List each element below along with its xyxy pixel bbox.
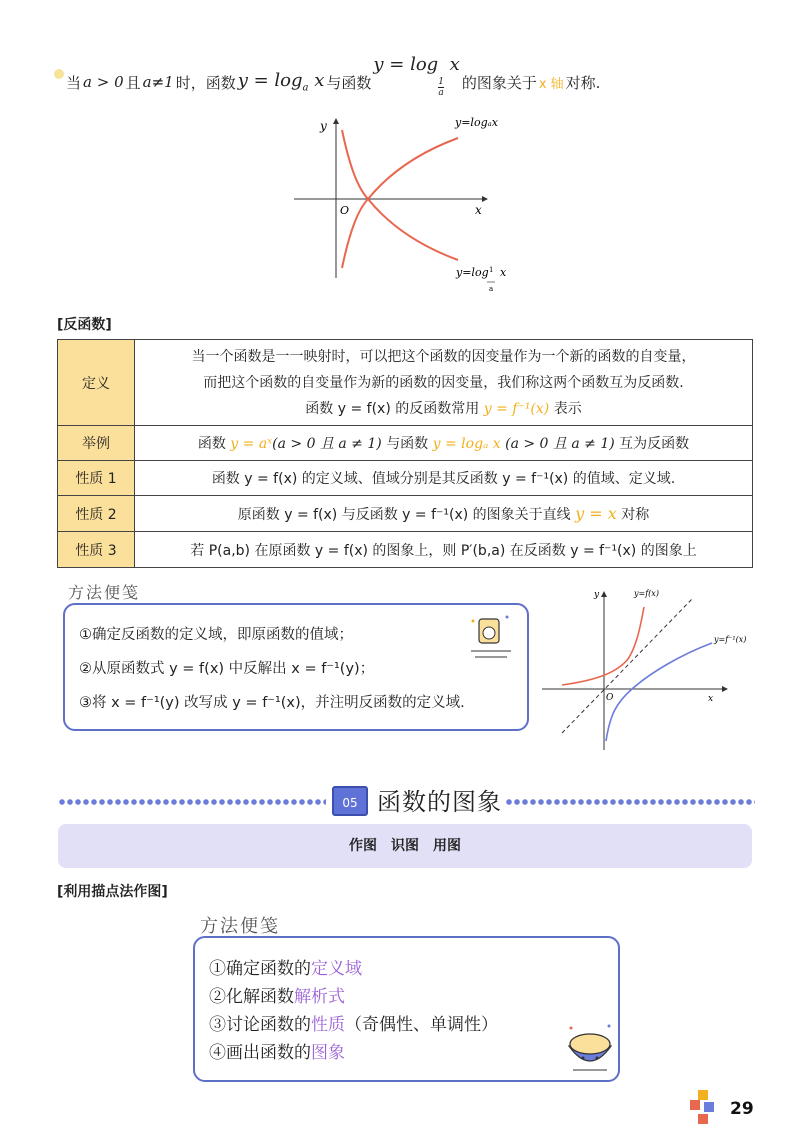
text: 与函数 (386, 436, 429, 452)
notepad-icon (463, 611, 519, 667)
highlight: 解析式 (294, 987, 345, 1007)
text: 函数 (197, 436, 226, 452)
text: ④画出函数的 (209, 1043, 311, 1063)
math-part: y = log (373, 54, 439, 75)
eye (582, 1057, 585, 1060)
line-y-equals-x (562, 599, 692, 733)
numerator: 1 (438, 77, 444, 87)
note-face (483, 627, 495, 639)
inverse-notation: y = f⁻¹(x) (483, 400, 550, 417)
sparkle (570, 1027, 573, 1030)
noodles (570, 1034, 610, 1054)
tips-box-plotting (193, 936, 620, 1082)
inverse-graph (540, 585, 760, 755)
tip-step (209, 954, 362, 979)
table-row (58, 426, 753, 461)
text: 当 (66, 73, 82, 92)
row-head-definition: 定义 (58, 340, 135, 426)
math-part: x (449, 54, 460, 75)
text: 函数 y = f(x) 的反函数常用 (305, 400, 480, 417)
math-log-inv-a (373, 54, 459, 98)
section-title-inverse: [反函数] (57, 317, 112, 333)
property2-cell (135, 496, 753, 532)
highlight: 图象 (311, 1043, 345, 1063)
text: （奇偶性、单调性） (345, 1015, 498, 1035)
property3-cell: 若 P(a,b) 在原函数 y = f(x) 的图象上，则 P′(b,a) 在反函数 y = f⁻¹(x) 的图象上 (135, 532, 753, 568)
eye (596, 1057, 599, 1060)
f-label: y=f(x) (634, 589, 659, 598)
condition: (a > 0 且 a ≠ 1) (272, 436, 382, 452)
row-head-property3: 性质 3 (58, 532, 135, 568)
x-axis-highlight: x 轴 (538, 76, 564, 92)
logo-block (690, 1100, 700, 1110)
math: a≠1 (142, 73, 174, 91)
math-part: x (314, 70, 325, 92)
text: 的图象关于 (461, 73, 537, 92)
method-label: 方法便笺 (68, 583, 141, 602)
line-y-equals-x: y = x (575, 503, 617, 523)
finv-label: y=f⁻¹(x) (714, 635, 747, 644)
text: 对称. (565, 73, 601, 92)
table-row (58, 340, 753, 426)
curve2-sub-den: a (489, 285, 494, 293)
tips-box-inverse (63, 603, 529, 731)
tip-step: ②从原函数式 y = f(x) 中反解出 x = f⁻¹(y)； (79, 661, 375, 677)
text: 时，函数 (175, 73, 236, 92)
math-log-a (238, 70, 325, 94)
row-head-property1: 性质 1 (58, 461, 135, 496)
text: 与函数 (326, 73, 372, 92)
curve-log-a (342, 138, 458, 268)
logo-block (698, 1090, 708, 1100)
highlight: 定义域 (311, 959, 362, 979)
y-arrow (333, 118, 339, 124)
property1-cell: 函数 y = f(x) 的定义域、值域分别是其反函数 y = f⁻¹(x) 的值域、定义域. (135, 461, 753, 496)
section-title-plotting: [利用描点法作图] (57, 884, 168, 900)
y-arrow (601, 591, 607, 597)
curve2-label-x: x (500, 266, 507, 279)
log-function: y = logₐ x (432, 436, 501, 452)
text: 对称 (621, 506, 650, 523)
fraction (438, 77, 444, 98)
tip-step (209, 1038, 345, 1063)
math: a > 0 (83, 73, 124, 91)
definition-line: 而把这个函数的自变量作为新的函数的因变量，我们称这两个函数互为反函数. (203, 374, 684, 391)
table-row (58, 496, 753, 532)
table-row (58, 532, 753, 568)
row-head-property2: 性质 2 (58, 496, 135, 532)
text: ①确定函数的 (209, 959, 311, 979)
text: 且 (125, 73, 141, 92)
definition-line (141, 396, 746, 422)
curve1-label: y=logₐx (455, 116, 498, 129)
curve2-label: y=log (456, 266, 489, 279)
method-label: 方法便笺 (200, 916, 280, 937)
x-label: x (708, 694, 714, 704)
logo-block (698, 1114, 708, 1124)
tip-step (209, 1010, 498, 1035)
origin-label: O (340, 204, 350, 217)
x-arrow (722, 686, 728, 692)
origin-label: O (606, 693, 614, 703)
definition-cell (135, 340, 753, 426)
highlight: 性质 (311, 1015, 345, 1035)
text: ③讨论函数的 (209, 1015, 311, 1035)
tip-step: ①确定反函数的定义域，即原函数的值域； (79, 627, 353, 643)
section-number-badge: 05 (332, 786, 368, 816)
denominator: a (438, 88, 444, 98)
tip-step: ③将 x = f⁻¹(y) 改写成 y = f⁻¹(x)，并注明反函数的定义域. (79, 695, 465, 711)
sparkle (472, 620, 475, 623)
y-label: y (320, 119, 327, 133)
publisher-logo-icon (690, 1090, 718, 1124)
exp-function: y = aˣ (230, 436, 273, 452)
text: 原函数 y = f(x) 与反函数 y = f⁻¹(x) 的图象关于直线 (237, 506, 571, 523)
section-title: 函数的图象 (377, 788, 502, 816)
row-head-example: 举例 (58, 426, 135, 461)
text: 表示 (553, 400, 582, 417)
tip-step (209, 982, 345, 1007)
curve-f (562, 607, 644, 685)
math-part: y = log (237, 70, 303, 92)
curve-log-inv-a (342, 130, 458, 260)
bullet-dot (54, 69, 64, 79)
subscript: a (302, 82, 309, 94)
y-label: y (594, 590, 600, 600)
inverse-function-table (57, 339, 753, 568)
noodle-bowl-icon (563, 1020, 617, 1076)
log-symmetry-statement (66, 54, 601, 104)
log-graph (280, 110, 540, 300)
text: 互为反函数 (619, 436, 690, 452)
text: ②化解函数 (209, 987, 294, 1007)
sparkle (608, 1025, 611, 1028)
logo-block (704, 1102, 714, 1112)
page-number: 29 (730, 1099, 754, 1119)
section-banner: 作图 识图 用图 (58, 824, 752, 868)
curve-f-inverse (606, 643, 712, 741)
example-cell (135, 426, 753, 461)
x-label: x (475, 203, 482, 217)
condition: (a > 0 且 a ≠ 1) (505, 436, 615, 452)
definition-line: 当一个函数是一一映射时，可以把这个函数的因变量作为一个新的函数的自变量， (191, 348, 696, 365)
table-row (58, 461, 753, 496)
sparkle (506, 616, 509, 619)
dotted-divider-right (505, 799, 755, 805)
dotted-divider-left (58, 799, 326, 805)
curve2-sub-num: 1 (489, 266, 494, 274)
x-arrow (482, 196, 488, 202)
